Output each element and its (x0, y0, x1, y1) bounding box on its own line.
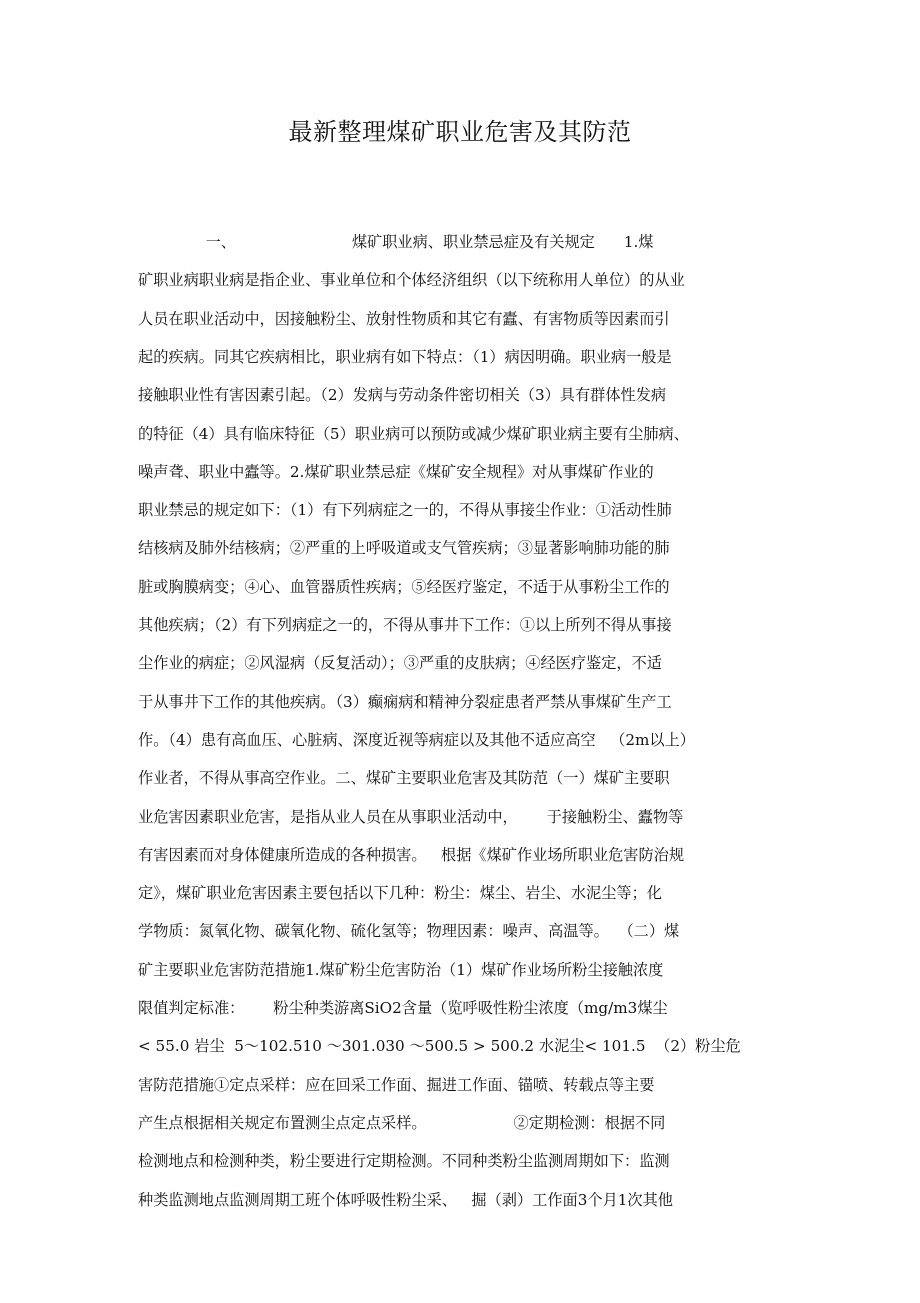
paragraph-line: 职业禁忌的规定如下：（1）有下列病症之一的，不得从事接尘作业：①活动性肺 (138, 501, 672, 520)
paragraph-line: 一、 煤矿职业病、职业禁忌症及有关规定 1.煤 (138, 233, 654, 251)
paragraph-line: 检测地点和检测种类，粉尘要进行定期检测。不同种类粉尘监测周期如下：监测 (138, 1152, 670, 1171)
paragraph-line: 起的疾病。同其它疾病相比，职业病有如下特点：（1）病因明确。职业病一般是 (138, 347, 672, 366)
paragraph-line: 人员在职业活动中，因接触粉尘、放射性物质和其它有蠹、有害物质等因素而引 (138, 309, 670, 328)
paragraph-line: 种类监测地点监测周期工班个体呼吸性粉尘采、 掘（剥）工作面3个月1次其他 (138, 1190, 673, 1209)
paragraph-line: 其他疾病；（2）有下列病症之一的，不得从事井下工作：①以上所列不得从事接 (138, 616, 672, 634)
paragraph-line: 业危害因素职业危害，是指从业人员在从事职业活动中， 于接触粉尘、蠹物等 (138, 807, 684, 826)
paragraph-line: 定》，煤矿职业危害因素主要包括以下几种：粉尘：煤尘、岩尘、水泥尘等；化 (138, 884, 662, 903)
document-title: 最新整理煤矿职业危害及其防范 (288, 118, 632, 146)
paragraph-line: 产生点根据相关规定布置测尘点定点采样。 ②定期检测：根据不同 (138, 1113, 666, 1132)
paragraph-line: 矿主要职业危害防范措施1.煤矿粉尘危害防治（1）煤矿作业场所粉尘接触浓度 (138, 960, 664, 979)
paragraph-line: 脏或胸膜病变；④心、血管器质性疾病；⑤经医疗鉴定，不适于从事粉尘工作的 (138, 577, 670, 596)
paragraph-line: 结核病及肺外结核病；②严重的上呼吸道或支气管疾病；③显著影响肺功能的肺 (138, 539, 670, 558)
paragraph-line: 尘作业的病症；②风湿病（反复活动）；③严重的皮肤病；④经医疗鉴定，不适 (138, 654, 662, 673)
paragraph-line: 有害因素而对身体健康所造成的各种损害。 根据《煤矿作业场所职业危害防治规 (138, 845, 685, 864)
paragraph-line: 作业者，不得从事高空作业。二、煤矿主要职业危害及其防范（一）煤矿主要职 (138, 769, 670, 788)
paragraph-line: 作。（4）患有高血压、心脏病、深度近视等病症以及其他不适应高空 （2m以上） (138, 730, 695, 749)
paragraph-line: 限值判定标准： 粉尘种类游离SiO2含量（览呼吸性粉尘浓度（mg/m3煤尘 (138, 999, 668, 1017)
paragraph-line: 的特征（4）具有临床特征（5）职业病可以预防或减少煤矿职业病主要有尘肺病、 (138, 424, 689, 443)
paragraph-line: < 55.0 岩尘 5～102.510 ～301.030 ～500.5 > 500.2 水泥尘< 101.5 （2）粉尘危 (138, 1037, 741, 1056)
paragraph-line: 于从事井下工作的其他疾病。（3）癫痫病和精神分裂症患者严禁从事煤矿生产工 (138, 692, 672, 711)
paragraph-line: 学物质：氮氧化物、碳氧化物、硫化氢等；物理因素：噪声、高温等。 （二）煤 (138, 922, 680, 941)
paragraph-line: 噪声聋、职业中蠹等。2.煤矿职业禁忌症《煤矿安全规程》对从事煤矿作业的 (138, 462, 654, 481)
paragraph-line: 害防范措施①定点采样：应在回采工作面、掘进工作面、锚喷、转载点等主要 (138, 1075, 655, 1094)
paragraph-line: 矿职业病职业病是指企业、事业单位和个体经济组织（以下统称用人单位）的从业 (138, 271, 685, 290)
paragraph-line: 接触职业性有害因素引起。（2）发病与劳动条件密切相关（3）具有群体性发病 (138, 386, 667, 405)
